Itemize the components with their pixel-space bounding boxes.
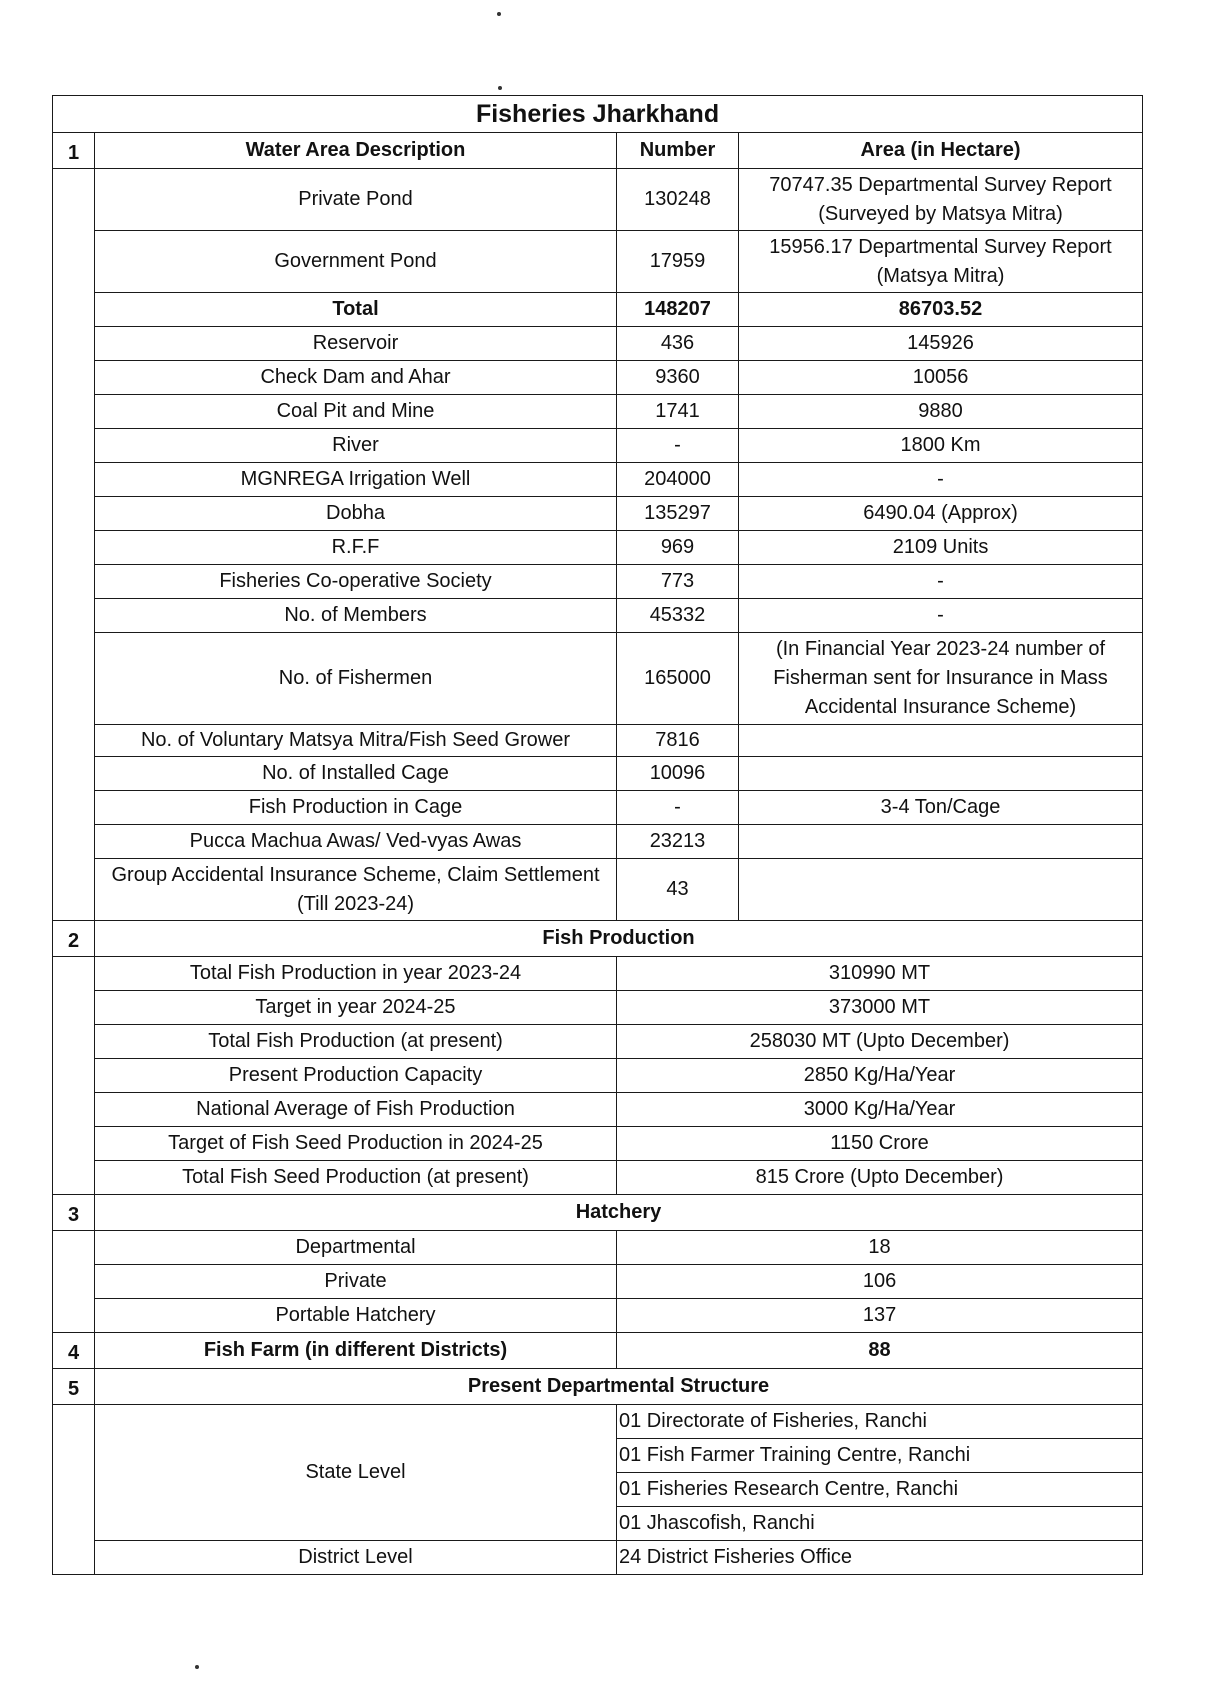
fish-farm-value: 88 (617, 1333, 1143, 1369)
row-area: 70747.35 Departmental Survey Report (Surveyed by Matsya Mitra) (739, 169, 1143, 231)
row-area: 10056 (739, 361, 1143, 395)
row-area: 2109 Units (739, 531, 1143, 565)
district-level-label: District Level (95, 1541, 617, 1575)
row-number: 10096 (617, 757, 739, 791)
row-area: - (739, 463, 1143, 497)
state-level-label: State Level (95, 1405, 617, 1541)
row-number: 436 (617, 327, 739, 361)
row-description: No. of Voluntary Matsya Mitra/Fish Seed Grower (95, 725, 617, 757)
production-label: Total Fish Production (at present) (95, 1025, 617, 1059)
row-description: Fisheries Co-operative Society (95, 565, 617, 599)
row-description: R.F.F (95, 531, 617, 565)
row-number: 45332 (617, 599, 739, 633)
section-number: 1 (53, 133, 95, 169)
hatchery-value: 18 (617, 1231, 1143, 1265)
row-description: No. of Members (95, 599, 617, 633)
row-description: MGNREGA Irrigation Well (95, 463, 617, 497)
row-description: River (95, 429, 617, 463)
row-area: - (739, 599, 1143, 633)
production-label: Target in year 2024-25 (95, 991, 617, 1025)
page-title: Fisheries Jharkhand (53, 96, 1143, 133)
section-number: 3 (53, 1195, 95, 1231)
state-level-item: 01 Jhascofish, Ranchi (617, 1507, 1143, 1541)
production-value: 3000 Kg/Ha/Year (617, 1093, 1143, 1127)
production-value: 258030 MT (Upto December) (617, 1025, 1143, 1059)
section-heading-hatchery: Hatchery (95, 1195, 1143, 1231)
row-area (739, 825, 1143, 859)
hatchery-value: 106 (617, 1265, 1143, 1299)
section-number-spacer (53, 1405, 95, 1575)
row-area: 9880 (739, 395, 1143, 429)
row-number: 23213 (617, 825, 739, 859)
row-description: No. of Fishermen (95, 633, 617, 725)
column-header-description: Water Area Description (95, 133, 617, 169)
row-area-total: 86703.52 (739, 293, 1143, 327)
section-number: 4 (53, 1333, 95, 1369)
production-label: Total Fish Production in year 2023-24 (95, 957, 617, 991)
row-area: 15956.17 Departmental Survey Report (Matsya Mitra) (739, 231, 1143, 293)
row-number: 969 (617, 531, 739, 565)
row-area: 3-4 Ton/Cage (739, 791, 1143, 825)
row-number: 165000 (617, 633, 739, 725)
row-description: Private Pond (95, 169, 617, 231)
hatchery-label: Departmental (95, 1231, 617, 1265)
hatchery-label: Portable Hatchery (95, 1299, 617, 1333)
production-label: Total Fish Seed Production (at present) (95, 1161, 617, 1195)
production-value: 373000 MT (617, 991, 1143, 1025)
row-number: 7816 (617, 725, 739, 757)
row-number: 17959 (617, 231, 739, 293)
row-area: 1800 Km (739, 429, 1143, 463)
state-level-item: 01 Fish Farmer Training Centre, Ranchi (617, 1439, 1143, 1473)
row-number: 1741 (617, 395, 739, 429)
row-area: 6490.04 (Approx) (739, 497, 1143, 531)
section-number-spacer (53, 957, 95, 1195)
production-label: National Average of Fish Production (95, 1093, 617, 1127)
production-value: 815 Crore (Upto December) (617, 1161, 1143, 1195)
fisheries-table (52, 95, 1143, 1575)
row-area: 145926 (739, 327, 1143, 361)
row-description: No. of Installed Cage (95, 757, 617, 791)
row-number: 204000 (617, 463, 739, 497)
row-number: - (617, 791, 739, 825)
section-number-spacer (53, 1231, 95, 1333)
district-level-item: 24 District Fisheries Office (617, 1541, 1143, 1575)
row-description: Government Pond (95, 231, 617, 293)
row-description: Dobha (95, 497, 617, 531)
production-label: Target of Fish Seed Production in 2024-25 (95, 1127, 617, 1161)
row-area: (In Financial Year 2023-24 number of Fisherman sent for Insurance in Mass Accidental Insurance Scheme) (739, 633, 1143, 725)
row-description-total: Total (95, 293, 617, 327)
row-area (739, 725, 1143, 757)
row-number: - (617, 429, 739, 463)
production-value: 1150 Crore (617, 1127, 1143, 1161)
row-number: 130248 (617, 169, 739, 231)
row-description: Reservoir (95, 327, 617, 361)
row-number-total: 148207 (617, 293, 739, 327)
row-area: - (739, 565, 1143, 599)
production-value: 310990 MT (617, 957, 1143, 991)
row-number: 135297 (617, 497, 739, 531)
row-number: 9360 (617, 361, 739, 395)
row-description: Coal Pit and Mine (95, 395, 617, 429)
row-area (739, 757, 1143, 791)
section-number-spacer (53, 169, 95, 921)
fisheries-table-sheet (52, 95, 1142, 1575)
row-area (739, 859, 1143, 921)
section-heading-structure: Present Departmental Structure (95, 1369, 1143, 1405)
hatchery-label: Private (95, 1265, 617, 1299)
row-number: 43 (617, 859, 739, 921)
row-description: Fish Production in Cage (95, 791, 617, 825)
section-number: 2 (53, 921, 95, 957)
row-description: Check Dam and Ahar (95, 361, 617, 395)
production-value: 2850 Kg/Ha/Year (617, 1059, 1143, 1093)
column-header-area: Area (in Hectare) (739, 133, 1143, 169)
production-label: Present Production Capacity (95, 1059, 617, 1093)
row-description: Group Accidental Insurance Scheme, Claim Settlement (Till 2023-24) (95, 859, 617, 921)
section-heading-fish-production: Fish Production (95, 921, 1143, 957)
fish-farm-label: Fish Farm (in different Districts) (95, 1333, 617, 1369)
row-number: 773 (617, 565, 739, 599)
hatchery-value: 137 (617, 1299, 1143, 1333)
state-level-item: 01 Fisheries Research Centre, Ranchi (617, 1473, 1143, 1507)
section-number: 5 (53, 1369, 95, 1405)
row-description: Pucca Machua Awas/ Ved-vyas Awas (95, 825, 617, 859)
column-header-number: Number (617, 133, 739, 169)
state-level-item: 01 Directorate of Fisheries, Ranchi (617, 1405, 1143, 1439)
